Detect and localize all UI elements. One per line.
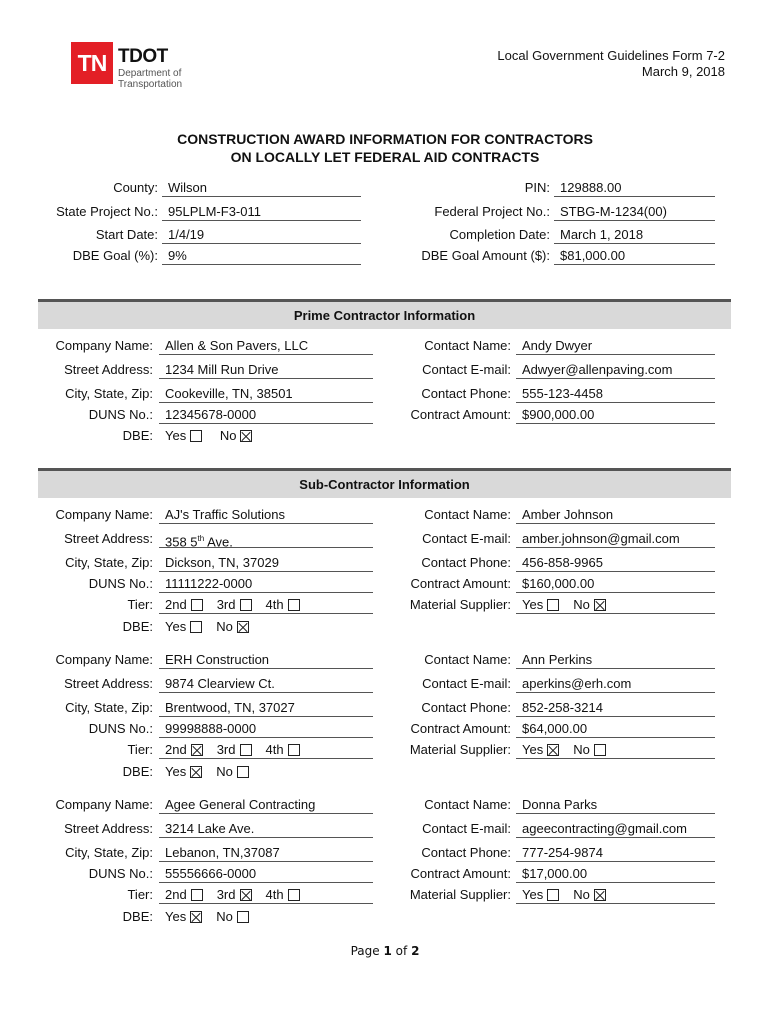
pin-label: PIN: bbox=[524, 180, 550, 195]
contact-label: Contact Name: bbox=[424, 797, 511, 812]
dbe-goal-amount-label: DBE Goal Amount ($): bbox=[421, 248, 550, 263]
prime-section-heading: Prime Contractor Information bbox=[38, 302, 731, 329]
contact-label: Contact Name: bbox=[424, 652, 511, 667]
sub-1-street-field[interactable] bbox=[159, 531, 373, 548]
sub-1-phone-field[interactable]: 456-858-9965 bbox=[516, 555, 715, 572]
prime-contact-field[interactable]: Andy Dwyer bbox=[516, 338, 715, 355]
sub-3-supplier-no-checkbox[interactable] bbox=[594, 889, 606, 901]
sub-section-heading: Sub-Contractor Information bbox=[38, 471, 731, 498]
county-field[interactable]: Wilson bbox=[162, 180, 361, 197]
prime-phone-field[interactable]: 555-123-4458 bbox=[516, 386, 715, 403]
street-label: Street Address: bbox=[64, 362, 153, 377]
sub-2-company-field[interactable]: ERH Construction bbox=[159, 652, 373, 669]
yes-label: Yes bbox=[165, 764, 187, 779]
supplier-label: Material Supplier: bbox=[409, 887, 511, 902]
dbe-goal-amount-field[interactable]: $81,000.00 bbox=[554, 248, 715, 265]
page-footer bbox=[0, 944, 770, 958]
form-date: March 9, 2018 bbox=[641, 64, 725, 79]
tier-4th-label: 4th bbox=[265, 742, 284, 757]
sub-2-tier-2nd-checkbox[interactable] bbox=[191, 744, 203, 756]
prime-company-field[interactable]: Allen & Son Pavers, LLC bbox=[159, 338, 373, 355]
tier-4th-label: 4th bbox=[265, 597, 284, 612]
city-label: City, State, Zip: bbox=[65, 845, 153, 860]
dbe-goal-label: DBE Goal (%): bbox=[72, 248, 158, 263]
yes-label: Yes bbox=[165, 428, 187, 443]
dbe-goal-field[interactable]: 9% bbox=[162, 248, 361, 265]
no-label: No bbox=[573, 742, 590, 757]
prime-email-field[interactable]: Adwyer@allenpaving.com bbox=[516, 362, 715, 379]
company-label: Company Name: bbox=[55, 507, 153, 522]
sub-1-amount-field[interactable]: $160,000.00 bbox=[516, 576, 715, 593]
sub-1-dbe-yes-checkbox[interactable] bbox=[190, 621, 202, 633]
tdot-subtitle-line1: Department of bbox=[118, 68, 182, 79]
prime-dbe-yes-checkbox[interactable] bbox=[190, 430, 202, 442]
no-label: No bbox=[573, 597, 590, 612]
sub-2-duns-field[interactable]: 99998888-0000 bbox=[159, 721, 373, 738]
footer-page-number: 1 bbox=[383, 944, 392, 958]
start-date-label: Start Date: bbox=[95, 227, 158, 242]
sub-3-amount-field[interactable]: $17,000.00 bbox=[516, 866, 715, 883]
tn-logo: TN bbox=[71, 42, 113, 84]
sub-3-company-field[interactable]: Agee General Contracting bbox=[159, 797, 373, 814]
company-label: Company Name: bbox=[55, 338, 153, 353]
sub-3-city-field[interactable]: Lebanon, TN,37087 bbox=[159, 845, 373, 862]
form-number: Local Government Guidelines Form 7-2 bbox=[497, 48, 725, 63]
tier-label: Tier: bbox=[127, 742, 153, 757]
footer-of-word: of bbox=[395, 944, 408, 958]
yes-label: Yes bbox=[522, 742, 544, 757]
tier-3rd-label: 3rd bbox=[216, 597, 236, 612]
no-label: No bbox=[216, 619, 233, 634]
city-label: City, State, Zip: bbox=[65, 700, 153, 715]
tdot-subtitle bbox=[118, 68, 182, 90]
prime-duns-field[interactable]: 12345678-0000 bbox=[159, 407, 373, 424]
street-number: 358 5 bbox=[165, 534, 198, 550]
phone-label: Contact Phone: bbox=[421, 555, 511, 570]
pin-field[interactable]: 129888.00 bbox=[554, 180, 715, 197]
email-label: Contact E-mail: bbox=[422, 531, 511, 546]
dbe-label: DBE: bbox=[122, 428, 153, 443]
sub-2-phone-field[interactable]: 852-258-3214 bbox=[516, 700, 715, 717]
street-label: Street Address: bbox=[64, 531, 153, 546]
contact-label: Contact Name: bbox=[424, 338, 511, 353]
tier-3rd-label: 3rd bbox=[216, 742, 236, 757]
dbe-label: DBE: bbox=[122, 909, 153, 924]
yes-label: Yes bbox=[165, 909, 187, 924]
tier-4th-label: 4th bbox=[265, 887, 284, 902]
street-ordinal: th bbox=[197, 534, 205, 543]
prime-street-field[interactable]: 1234 Mill Run Drive bbox=[159, 362, 373, 379]
tier-label: Tier: bbox=[127, 597, 153, 612]
phone-label: Contact Phone: bbox=[421, 700, 511, 715]
yes-label: Yes bbox=[165, 619, 187, 634]
sub-3-phone-field[interactable]: 777-254-9874 bbox=[516, 845, 715, 862]
dbe-label: DBE: bbox=[122, 619, 153, 634]
sub-3-dbe-options bbox=[165, 909, 263, 924]
sub-3-dbe-no-checkbox[interactable] bbox=[237, 911, 249, 923]
sub-1-city-field[interactable]: Dickson, TN, 37029 bbox=[159, 555, 373, 572]
sub-2-dbe-yes-checkbox[interactable] bbox=[190, 766, 202, 778]
amount-label: Contract Amount: bbox=[410, 866, 511, 881]
city-label: City, State, Zip: bbox=[65, 555, 153, 570]
tdot-wordmark: TDOT bbox=[118, 46, 168, 67]
footer-page-total: 2 bbox=[411, 944, 420, 958]
sub-3-duns-field[interactable]: 55556666-0000 bbox=[159, 866, 373, 883]
sub-3-contact-field[interactable]: Donna Parks bbox=[516, 797, 715, 814]
city-label: City, State, Zip: bbox=[65, 386, 153, 401]
sub-2-amount-field[interactable]: $64,000.00 bbox=[516, 721, 715, 738]
footer-page-word: Page bbox=[350, 944, 380, 958]
supplier-label: Material Supplier: bbox=[409, 742, 511, 757]
state-project-label: State Project No.: bbox=[56, 204, 158, 219]
sub-3-tier-2nd-checkbox[interactable] bbox=[191, 889, 203, 901]
tier-2nd-label: 2nd bbox=[165, 597, 187, 612]
duns-label: DUNS No.: bbox=[88, 721, 153, 736]
sub-2-supplier-options bbox=[516, 742, 715, 759]
sub-1-contact-field[interactable]: Amber Johnson bbox=[516, 507, 715, 524]
form-header bbox=[497, 48, 725, 80]
sub-2-email-field[interactable]: aperkins@erh.com bbox=[516, 676, 715, 693]
completion-date-label: Completion Date: bbox=[449, 227, 550, 242]
company-label: Company Name: bbox=[55, 652, 153, 667]
street-name: Ave. bbox=[204, 534, 233, 550]
supplier-label: Material Supplier: bbox=[409, 597, 511, 612]
phone-label: Contact Phone: bbox=[421, 386, 511, 401]
prime-dbe-no-checkbox[interactable] bbox=[240, 430, 252, 442]
no-label: No bbox=[573, 887, 590, 902]
duns-label: DUNS No.: bbox=[88, 576, 153, 591]
tier-3rd-label: 3rd bbox=[216, 887, 236, 902]
phone-label: Contact Phone: bbox=[421, 845, 511, 860]
tier-label: Tier: bbox=[127, 887, 153, 902]
sub-1-dbe-no-checkbox[interactable] bbox=[237, 621, 249, 633]
street-label: Street Address: bbox=[64, 676, 153, 691]
sub-3-email-field[interactable]: ageecontracting@gmail.com bbox=[516, 821, 715, 838]
tier-2nd-label: 2nd bbox=[165, 742, 187, 757]
sub-1-tier-2nd-checkbox[interactable] bbox=[191, 599, 203, 611]
sub-2-dbe-no-checkbox[interactable] bbox=[237, 766, 249, 778]
sub-2-tier-4th-checkbox[interactable] bbox=[288, 744, 300, 756]
tdot-subtitle-line2: Transportation bbox=[118, 79, 183, 90]
start-date-field[interactable]: 1/4/19 bbox=[162, 227, 361, 244]
sub-2-tier-3rd-checkbox[interactable] bbox=[240, 744, 252, 756]
yes-label: Yes bbox=[522, 597, 544, 612]
document-title bbox=[0, 130, 770, 166]
prime-amount-field[interactable]: $900,000.00 bbox=[516, 407, 715, 424]
sub-1-tier-4th-checkbox[interactable] bbox=[288, 599, 300, 611]
sub-2-tier-options bbox=[159, 742, 373, 759]
no-label: No bbox=[219, 428, 237, 443]
sub-2-supplier-no-checkbox[interactable] bbox=[594, 744, 606, 756]
federal-project-field[interactable]: STBG-M-1234(00) bbox=[554, 204, 715, 221]
sub-1-company-field[interactable]: AJ's Traffic Solutions bbox=[159, 507, 373, 524]
prime-city-field[interactable]: Cookeville, TN, 38501 bbox=[159, 386, 373, 403]
state-project-field[interactable]: 95LPLM-F3-011 bbox=[162, 204, 361, 221]
sub-1-email-field[interactable]: amber.johnson@gmail.com bbox=[516, 531, 715, 548]
street-label: Street Address: bbox=[64, 821, 153, 836]
dbe-label: DBE: bbox=[122, 764, 153, 779]
contact-label: Contact Name: bbox=[424, 507, 511, 522]
sub-1-supplier-yes-checkbox[interactable] bbox=[547, 599, 559, 611]
duns-label: DUNS No.: bbox=[88, 407, 153, 422]
sub-1-tier-options bbox=[159, 597, 373, 614]
amount-label: Contract Amount: bbox=[410, 721, 511, 736]
sub-3-tier-4th-checkbox[interactable] bbox=[288, 889, 300, 901]
title-line1: CONSTRUCTION AWARD INFORMATION FOR CONTRACTORS bbox=[177, 131, 593, 147]
sub-3-tier-options bbox=[159, 887, 373, 904]
email-label: Contact E-mail: bbox=[422, 676, 511, 691]
sub-3-supplier-yes-checkbox[interactable] bbox=[547, 889, 559, 901]
completion-date-field[interactable]: March 1, 2018 bbox=[554, 227, 715, 244]
no-label: No bbox=[216, 764, 233, 779]
sub-2-city-field[interactable]: Brentwood, TN, 37027 bbox=[159, 700, 373, 717]
email-label: Contact E-mail: bbox=[422, 821, 511, 836]
duns-label: DUNS No.: bbox=[88, 866, 153, 881]
company-label: Company Name: bbox=[55, 797, 153, 812]
sub-1-duns-field[interactable]: 11111222-0000 bbox=[159, 576, 373, 593]
sub-2-dbe-options bbox=[165, 764, 263, 779]
email-label: Contact E-mail: bbox=[422, 362, 511, 377]
title-line2: ON LOCALLY LET FEDERAL AID CONTRACTS bbox=[230, 149, 540, 165]
sub-3-supplier-options bbox=[516, 887, 715, 904]
sub-3-tier-3rd-checkbox[interactable] bbox=[240, 889, 252, 901]
sub-2-street-field[interactable]: 9874 Clearview Ct. bbox=[159, 676, 373, 693]
sub-2-supplier-yes-checkbox[interactable] bbox=[547, 744, 559, 756]
amount-label: Contract Amount: bbox=[410, 407, 511, 422]
no-label: No bbox=[216, 909, 233, 924]
sub-3-dbe-yes-checkbox[interactable] bbox=[190, 911, 202, 923]
sub-1-supplier-no-checkbox[interactable] bbox=[594, 599, 606, 611]
amount-label: Contract Amount: bbox=[410, 576, 511, 591]
sub-1-supplier-options bbox=[516, 597, 715, 614]
tier-2nd-label: 2nd bbox=[165, 887, 187, 902]
sub-3-street-field[interactable]: 3214 Lake Ave. bbox=[159, 821, 373, 838]
federal-project-label: Federal Project No.: bbox=[434, 204, 550, 219]
prime-dbe-options bbox=[165, 428, 266, 443]
sub-1-tier-3rd-checkbox[interactable] bbox=[240, 599, 252, 611]
yes-label: Yes bbox=[522, 887, 544, 902]
sub-1-dbe-options bbox=[165, 619, 263, 634]
county-label: County: bbox=[113, 180, 158, 195]
sub-2-contact-field[interactable]: Ann Perkins bbox=[516, 652, 715, 669]
